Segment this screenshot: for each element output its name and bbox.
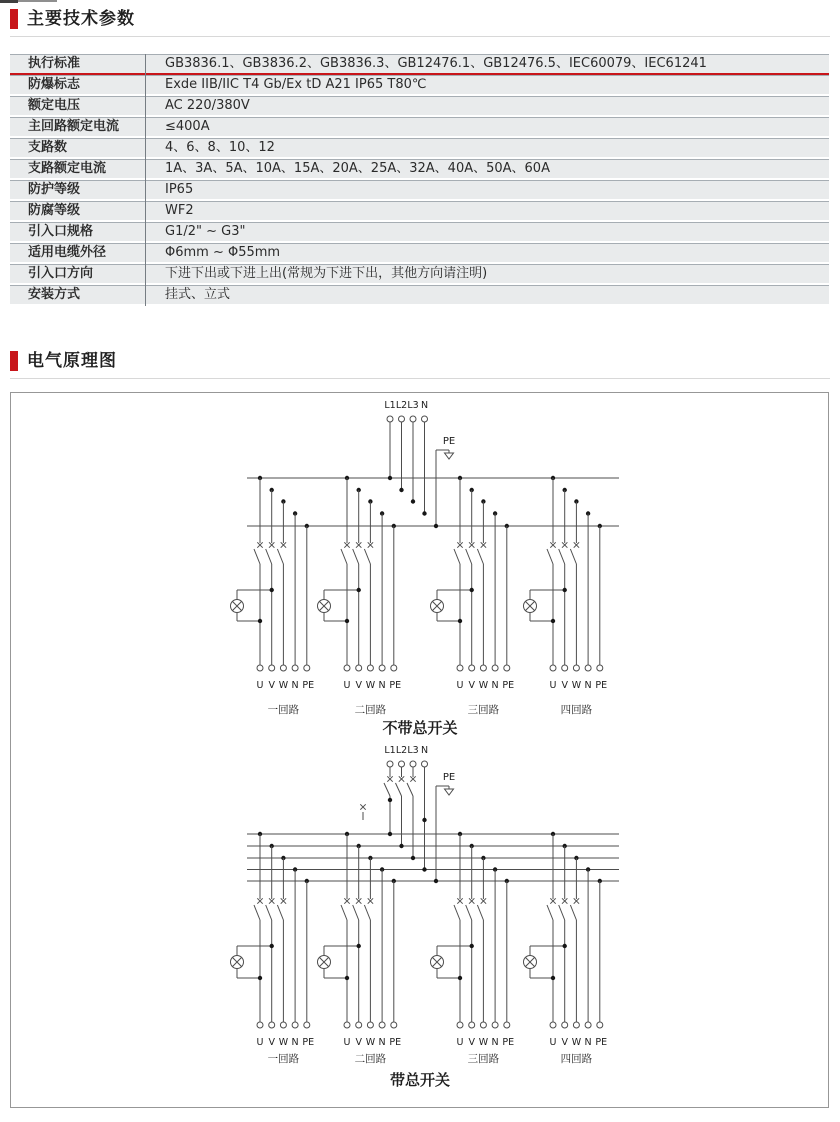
- output-terminal-label: V: [468, 680, 475, 691]
- output-terminal-label: U: [343, 680, 351, 691]
- circuit-group-label: 二回路: [354, 1053, 387, 1065]
- spec-label: 支路数: [28, 140, 68, 155]
- circuit-group-label: 一回路: [267, 704, 300, 716]
- output-terminal-label: V: [561, 680, 568, 691]
- spec-row: [10, 222, 829, 241]
- output-terminal-label: PE: [595, 1037, 608, 1048]
- output-terminal-label: V: [355, 680, 362, 691]
- spec-value: GB3836.1、GB3836.2、GB3836.3、GB12476.1、GB12476.5、IEC60079、IEC61241: [165, 56, 707, 71]
- spec-row: [10, 243, 829, 262]
- incoming-phase-label: N: [420, 400, 429, 411]
- output-terminal-label: PE: [389, 680, 402, 691]
- spec-label: 防护等级: [28, 182, 81, 197]
- spec-table: [10, 54, 829, 306]
- spec-label: 引入口方向: [28, 266, 94, 281]
- output-terminal-label: W: [571, 1037, 582, 1048]
- output-terminal-label: PE: [302, 1037, 315, 1048]
- output-terminal-label: W: [278, 1037, 289, 1048]
- spec-row: [10, 201, 829, 220]
- schematic-caption: 不带总开关: [382, 719, 458, 737]
- output-terminal-label: PE: [389, 1037, 402, 1048]
- output-terminal-label: N: [491, 680, 499, 691]
- section-divider: [10, 36, 830, 37]
- output-terminal-label: U: [256, 680, 264, 691]
- spec-label: 适用电缆外径: [28, 245, 107, 260]
- scan-artifact: [0, 0, 18, 3]
- section-header-specs: [10, 8, 135, 30]
- incoming-phase-label: L1: [384, 400, 396, 411]
- output-terminal-label: N: [491, 1037, 499, 1048]
- section-title-specs: 主要技术参数: [27, 9, 135, 29]
- incoming-phase-label: L2: [395, 745, 408, 756]
- output-terminal-label: U: [456, 1037, 464, 1048]
- spec-row: [10, 180, 829, 199]
- spec-label: 额定电压: [28, 98, 81, 113]
- pe-label: PE: [442, 436, 456, 447]
- spec-label: 执行标准: [28, 56, 81, 71]
- spec-row: [10, 96, 829, 115]
- output-terminal-label: U: [343, 1037, 351, 1048]
- output-terminal-label: V: [268, 1037, 275, 1048]
- output-terminal-label: V: [268, 680, 275, 691]
- output-terminal-label: W: [365, 1037, 376, 1048]
- circuit-group-label: 三回路: [467, 1053, 500, 1065]
- spec-row: [10, 75, 829, 94]
- output-terminal-label: PE: [302, 680, 315, 691]
- circuit-group-label: 一回路: [267, 1053, 300, 1065]
- section-divider: [10, 378, 830, 379]
- output-terminal-label: N: [378, 1037, 386, 1048]
- output-terminal-label: PE: [595, 680, 608, 691]
- output-terminal-label: N: [378, 680, 386, 691]
- output-terminal-label: W: [278, 680, 289, 691]
- output-terminal-label: N: [584, 680, 592, 691]
- spec-label: 引入口规格: [28, 224, 94, 239]
- circuit-group-label: 二回路: [354, 704, 387, 716]
- spec-row: [10, 54, 829, 75]
- output-terminal-label: U: [549, 1037, 557, 1048]
- output-terminal-label: N: [291, 680, 299, 691]
- output-terminal-label: V: [355, 1037, 362, 1048]
- spec-value: 4、6、8、10、12: [165, 140, 275, 155]
- incoming-phase-label: L3: [407, 400, 419, 411]
- circuit-group-label: 四回路: [560, 1053, 593, 1065]
- output-terminal-label: N: [584, 1037, 592, 1048]
- incoming-phase-label: N: [420, 745, 429, 756]
- spec-value: AC 220/380V: [165, 98, 250, 113]
- spec-value: Φ6mm ~ Φ55mm: [165, 245, 281, 260]
- incoming-phase-label: L3: [407, 745, 419, 756]
- pe-label: PE: [442, 772, 456, 783]
- spec-value: G1/2" ~ G3": [165, 224, 246, 239]
- spec-value: 下进下出或下进上出(常规为下进下出，其他方向请注明): [165, 266, 488, 281]
- section-accent-bar: [10, 9, 18, 29]
- output-terminal-label: W: [478, 1037, 489, 1048]
- spec-value: Exde IIB/IIC T4 Gb/Ex tD A21 IP65 T80℃: [165, 77, 427, 92]
- spec-row: [10, 117, 829, 136]
- spec-value: IP65: [165, 182, 194, 197]
- output-terminal-label: V: [561, 1037, 568, 1048]
- spec-value: WF2: [165, 203, 194, 218]
- spec-row: [10, 264, 829, 283]
- output-terminal-label: U: [549, 680, 557, 691]
- circuit-group-label: 四回路: [560, 704, 593, 716]
- output-terminal-label: U: [456, 680, 464, 691]
- schematic-box: [10, 392, 829, 1108]
- output-terminal-label: PE: [502, 1037, 515, 1048]
- spec-value: 挂式、立式: [165, 287, 231, 302]
- output-terminal-label: W: [571, 680, 582, 691]
- spec-value: 1A、3A、5A、10A、15A、20A、25A、32A、40A、50A、60A: [165, 161, 550, 176]
- spec-value: ≤400A: [165, 119, 210, 134]
- spec-label: 主回路额定电流: [28, 119, 120, 134]
- spec-label: 防腐等级: [28, 203, 81, 218]
- output-terminal-label: PE: [502, 680, 515, 691]
- spec-row: [10, 138, 829, 157]
- circuit-group-label: 三回路: [467, 704, 500, 716]
- spec-label: 安装方式: [28, 287, 81, 302]
- incoming-phase-label: L1: [384, 745, 396, 756]
- section-accent-bar: [10, 351, 18, 371]
- spec-label: 支路额定电流: [28, 161, 107, 176]
- output-terminal-label: N: [291, 1037, 299, 1048]
- output-terminal-label: W: [478, 680, 489, 691]
- output-terminal-label: V: [468, 1037, 475, 1048]
- section-title-diagram: 电气原理图: [27, 351, 117, 371]
- output-terminal-label: U: [256, 1037, 264, 1048]
- schematic-caption: 带总开关: [389, 1071, 451, 1089]
- section-header-diagram: [10, 350, 117, 372]
- incoming-phase-label: L2: [395, 400, 408, 411]
- spec-row: [10, 285, 829, 304]
- output-terminal-label: W: [365, 680, 376, 691]
- spec-label: 防爆标志: [28, 77, 81, 92]
- spec-row: [10, 159, 829, 178]
